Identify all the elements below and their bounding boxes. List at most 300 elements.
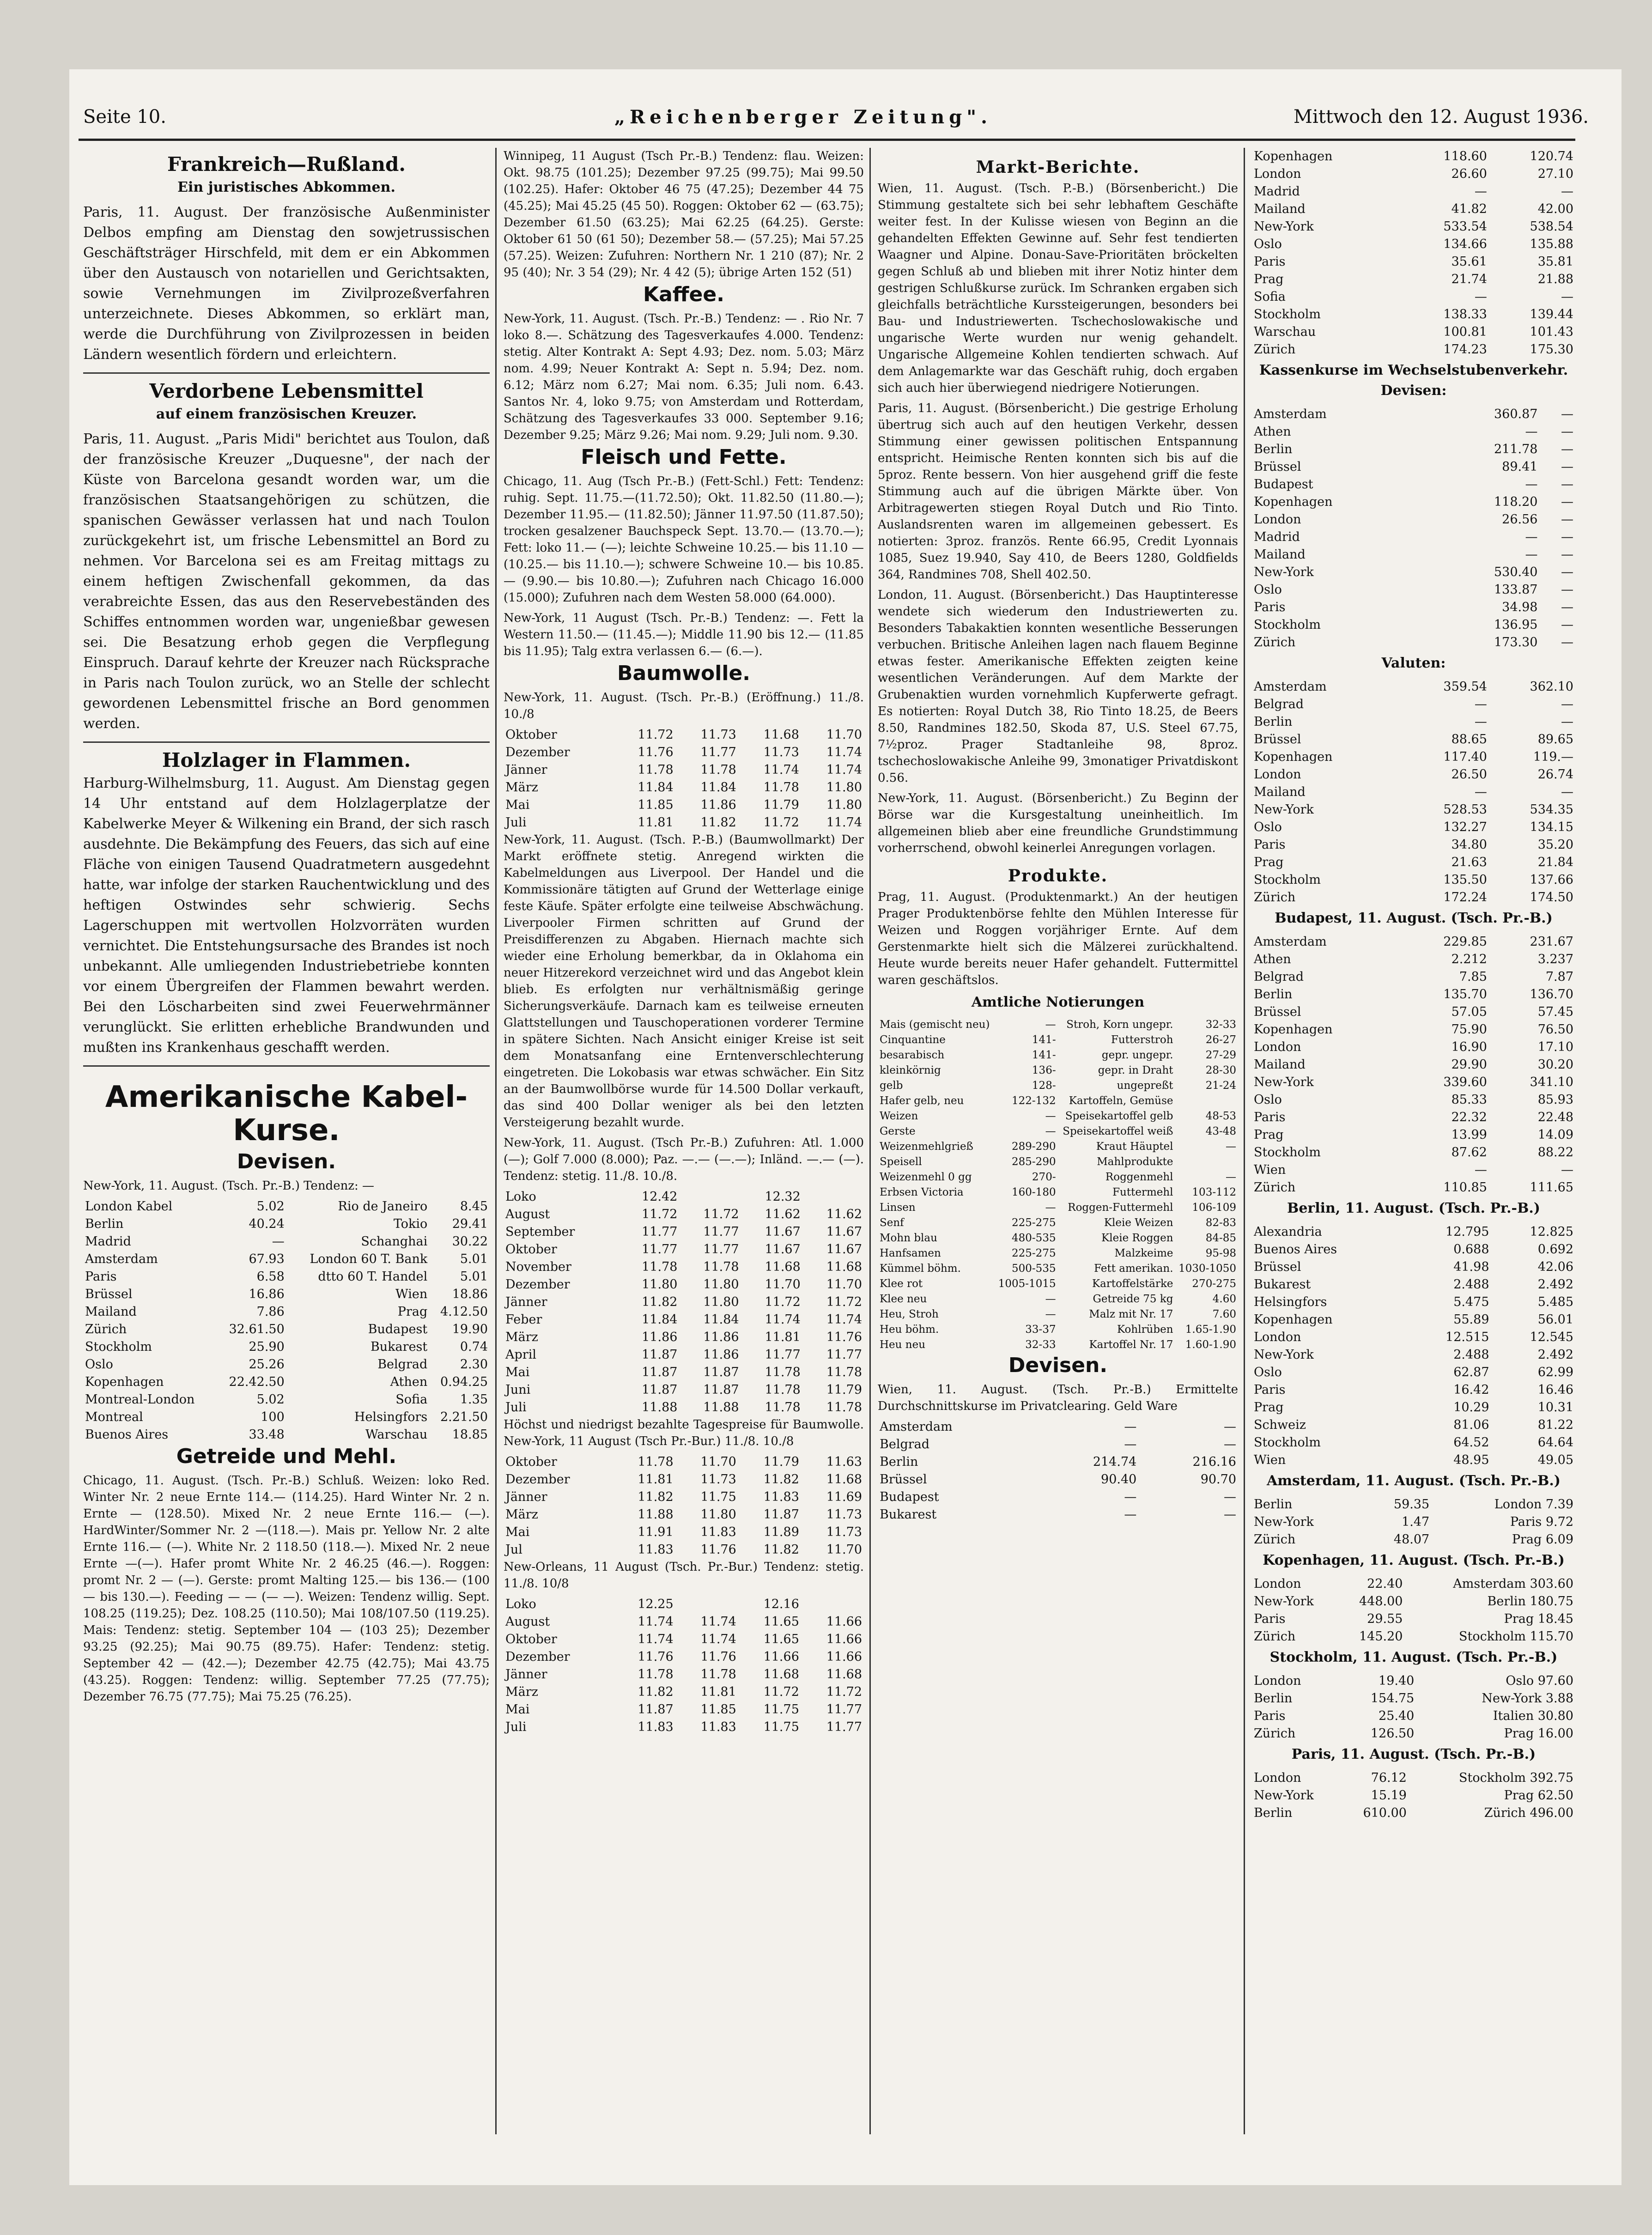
table-cell: Amsterdam 303.60 <box>1453 1577 1573 1591</box>
table-cell: 29.55 <box>1367 1612 1403 1626</box>
table-cell: 10.31 <box>1537 1400 1573 1415</box>
table-cell: 32-33 <box>1025 1339 1056 1351</box>
table-row <box>83 1286 490 1303</box>
table-cell: April <box>505 1348 536 1362</box>
table-cell: — <box>1474 697 1487 711</box>
table-cell: Berlin <box>1254 987 1293 1002</box>
table-cell: Stockholm <box>1254 1145 1321 1160</box>
table-row <box>1252 1021 1575 1039</box>
table-cell: Prag 6.09 <box>1512 1532 1573 1547</box>
table-cell: 360.87 <box>1494 407 1538 421</box>
table-row <box>1252 951 1575 968</box>
table-cell: Prag 16.00 <box>1504 1726 1573 1741</box>
table-cell: Bukarest <box>370 1340 428 1354</box>
table-cell: 145.20 <box>1359 1629 1403 1644</box>
table-cell: 11.77 <box>826 1348 862 1362</box>
kassenkurse-table <box>1252 406 1575 651</box>
table-cell: — <box>1561 715 1573 729</box>
table-cell: Zürich <box>85 1322 127 1336</box>
table-cell: 11.70 <box>826 1277 862 1292</box>
table-cell: 1.47 <box>1402 1515 1430 1529</box>
table-cell: 22.32 <box>1451 1110 1487 1124</box>
table-row <box>1252 1381 1575 1399</box>
table-cell: 42.06 <box>1537 1260 1573 1274</box>
table-row <box>1252 493 1575 511</box>
table-cell: 270- <box>1032 1171 1056 1183</box>
table-row <box>1252 528 1575 546</box>
article-text: London, 11. August. (Börsenbericht.) Das Hauptinteresse wendete sich wiederum den Industriewerten zu. Besonders Tabakaktien konnten wesentliche Besserungen verbuchen. Britische Anleihen lagen nach flauem Beginne etwas fester. Amerikanische Effekten zeigten keine wesentlichen Veränderungen. Auf dem Markte der Grubenaktien wurden vornehmlich Kupferwerte gefragt. Es notierten: Royal Dutch 38, Rio Tinto 18.25, de Beers 8.50, Randmines 182.50, Skoda 87, U.S. Steel 67.75, 7½proz. Prager Stadtanleihe 98, 8proz. tschechoslowakische Anleihe 99, 3monatiger Privatdiskont 0.56. <box>878 588 1238 785</box>
table-cell: New-York <box>1254 1515 1314 1529</box>
table-cell: 11.82 <box>638 1490 674 1504</box>
table-cell: Hanfsamen <box>880 1247 941 1259</box>
section-title: Amerikanische Kabel-Kurse. <box>105 1080 468 1148</box>
table-cell: 26.60 <box>1451 167 1487 181</box>
article-subtitle: Ein juristisches Abkommen. <box>177 179 395 195</box>
table-cell: Brüssel <box>1254 1260 1301 1274</box>
table-row <box>504 1648 864 1666</box>
table-cell: Jänner <box>505 1667 547 1682</box>
table-cell: 11.74 <box>700 1632 736 1646</box>
table-cell: 11.85 <box>638 798 674 812</box>
table-cell: — <box>1561 565 1573 579</box>
section-title: Baumwolle. <box>617 662 750 685</box>
table-row <box>878 1109 1238 1124</box>
table-cell: Athen <box>1254 425 1291 439</box>
table-cell: Stockholm <box>1254 873 1321 887</box>
table-cell: New-York <box>1254 565 1314 579</box>
table-cell: 11.78 <box>700 763 736 777</box>
table-row <box>878 1307 1238 1322</box>
table-row <box>1252 1787 1575 1804</box>
table-row <box>1252 986 1575 1003</box>
table-cell: 11.66 <box>826 1615 862 1629</box>
table-cell: — <box>1561 785 1573 799</box>
table-cell: Dezember <box>505 745 570 759</box>
table-row <box>504 1541 864 1559</box>
table-cell: 11.70 <box>765 1277 801 1292</box>
table-row <box>878 1231 1238 1246</box>
table-cell: 11.84 <box>703 1312 739 1327</box>
table-row <box>1252 1804 1575 1822</box>
table-row <box>504 1719 864 1736</box>
table-cell: Berlin <box>1254 1691 1293 1706</box>
table-cell: Zürich 496.00 <box>1484 1806 1573 1820</box>
table-cell: Oktober <box>505 728 557 742</box>
table-cell: Brüssel <box>880 1472 927 1487</box>
table-cell: 1.60-1.90 <box>1185 1339 1236 1351</box>
table-title: Budapest, 11. August. (Tsch. Pr.-B.) <box>1275 910 1553 926</box>
table-cell: Rio de Janeiro <box>338 1199 428 1214</box>
table-cell: 0.94.25 <box>440 1375 488 1389</box>
table-cell: Belgrad <box>880 1437 930 1452</box>
table-cell: 11.86 <box>703 1348 739 1362</box>
table-cell: 289-290 <box>1012 1141 1056 1153</box>
table-row <box>504 1329 864 1346</box>
table-cell <box>1175 1093 1238 1109</box>
table-cell: 11.76 <box>638 745 674 759</box>
table-cell: Budapest <box>880 1490 939 1504</box>
table-cell: London <box>1254 1330 1301 1344</box>
table-cell: Brüssel <box>85 1287 133 1301</box>
table-cell: 11.89 <box>763 1525 799 1539</box>
table-title: Stockholm, 11. August. (Tsch. Pr.-B.) <box>1269 1649 1558 1665</box>
table-cell: Belgrad <box>377 1357 428 1372</box>
table-cell: 11.88 <box>638 1507 674 1522</box>
table-cell: Speisell <box>880 1156 922 1168</box>
table-row <box>878 1418 1238 1436</box>
newspaper-name: „Reichenberger Zeitung". <box>614 106 992 128</box>
table-cell: — <box>1224 1490 1236 1504</box>
table-cell: — <box>1561 1163 1573 1177</box>
table-cell: Mai <box>505 1702 530 1717</box>
article-text: Wien, 11. August. (Tsch. P.-B.) (Börsenbericht.) Die Stimmung gestaltete sich bei sehr lebhaftem Geschäfte weiter fest. In der Kulisse wiesen von Beginn an die gehandelten Effekten Gewinne auf. Sehr fest tendierten Waagner und Alpine. Donau-Save-Prioritäten bröckelten gegen Schluß ab und blieben mit ihrer Notiz hinter dem gestrigen Schlußkurse zurück. Im Schranken ergaben sich gleichfalls beträchtliche Kurssteigerungen, besonders bei Bau- und Industriewerten. Tschechoslowakische und ungarische Werte wurden nur wenig gehandelt. Ungarische Allgemeine Kohlen tendierten schwach. Auf dem Anlagemarkte war das Geschäft ruhig, doch ergaben sich auch hier überwiegend niedrigere Notierungen. <box>878 182 1238 395</box>
table-cell: 16.86 <box>249 1287 285 1301</box>
table-cell: 135.88 <box>1530 237 1573 251</box>
table-cell: 11.84 <box>700 780 736 795</box>
table-row <box>1252 599 1575 616</box>
table-cell: August <box>505 1615 550 1629</box>
table-cell: 2.21.50 <box>440 1410 488 1424</box>
table-cell: 11.84 <box>638 780 674 795</box>
table-cell: 11.74 <box>763 763 799 777</box>
table-row <box>1252 1294 1575 1311</box>
table-cell: 64.52 <box>1453 1435 1489 1450</box>
table-cell: 11.76 <box>826 1330 862 1344</box>
table-cell: Oslo <box>1254 820 1282 834</box>
table-cell: Italien 30.80 <box>1493 1709 1573 1723</box>
table-cell: gelb <box>880 1080 903 1092</box>
table-cell: Berlin <box>880 1455 918 1469</box>
table-cell: Madrid <box>1254 184 1300 199</box>
divider <box>83 741 490 743</box>
table-row <box>878 1032 1238 1048</box>
table-row <box>504 1223 864 1241</box>
table-cell: — <box>1474 715 1487 729</box>
table-cell: Erbsen Victoria <box>880 1186 964 1198</box>
table-cell: Athen <box>1254 952 1291 966</box>
table-cell: 81.06 <box>1453 1418 1489 1432</box>
table-row <box>1252 288 1575 306</box>
table-cell: London <box>1254 1771 1301 1785</box>
table-cell: Mahlprodukte <box>1097 1156 1173 1168</box>
table-cell: Berlin <box>85 1217 124 1231</box>
table-cell: 11.65 <box>763 1632 799 1646</box>
table-cell: Kopenhagen <box>1254 1022 1333 1037</box>
table-cell: 11.82 <box>763 1472 799 1487</box>
table-cell: 43-48 <box>1205 1125 1236 1137</box>
table-cell: 11.77 <box>826 1702 862 1717</box>
table-cell: 110.85 <box>1443 1180 1487 1195</box>
table-cell: — <box>1561 635 1573 650</box>
table-cell: Dezember <box>505 1650 570 1664</box>
table-row <box>504 1471 864 1488</box>
table-row <box>83 1409 490 1426</box>
table-cell: 231.67 <box>1530 935 1573 949</box>
table-cell: 81.22 <box>1537 1418 1573 1432</box>
table-row <box>1252 441 1575 458</box>
table-cell: — <box>1045 1293 1056 1305</box>
table-row <box>1252 458 1575 476</box>
table-cell: 11.76 <box>700 1650 736 1664</box>
baumwolle-table <box>504 1188 864 1416</box>
table-cell: Weizenmehlgrieß <box>880 1141 973 1153</box>
table-cell: 118.20 <box>1494 495 1538 509</box>
table-cell: Loko <box>505 1597 536 1611</box>
table-cell: 11.77 <box>765 1348 801 1362</box>
table-cell: 11.77 <box>700 745 736 759</box>
table-cell: Mai <box>505 1525 530 1539</box>
table-cell: 26.50 <box>1451 767 1487 782</box>
table-cell: 128- <box>1032 1080 1056 1092</box>
table-cell: 103-112 <box>1192 1186 1236 1198</box>
table-cell: 11.87 <box>703 1383 739 1397</box>
table-cell: Stockholm 115.70 <box>1458 1629 1573 1644</box>
table-cell: — <box>1561 547 1573 562</box>
table-cell: New-York <box>1254 1788 1314 1803</box>
table-cell: Zürich <box>1254 635 1296 650</box>
table-cell: August <box>505 1207 550 1221</box>
table-cell: 11.83 <box>700 1525 736 1539</box>
table-cell: Mohn blau <box>880 1232 937 1244</box>
table-cell: 100.81 <box>1443 325 1487 339</box>
table-cell: 48-53 <box>1205 1110 1236 1122</box>
table-cell: Roggen-Futtermehl <box>1068 1202 1173 1214</box>
table-cell: Athen <box>390 1375 428 1389</box>
table-cell: 11.75 <box>763 1702 799 1717</box>
table-cell: 117.40 <box>1443 750 1487 764</box>
article-text: Paris, 11. August. (Börsenbericht.) Die gestrige Erholung übertrug sich auch auf den heutigen Verkehr, dessen Stimmung einer gewissen politischen Entspannung entspricht. Heimische Renten konnten sich bis auf die 5proz. Rente bessern. Von hier ausgehend griff die feste Stimmung auch auf die übrigen Märkte über. Von Arbitragewerten stiegen Royal Dutch und Rio Tinto. Auslandsrenten waren im allgemeinen gebessert. Es notierten: 3proz. französ. Rente 66.95, Credit Lyonnais 1085, Suez 19.940, Say 410, de Beers 1280, Goldfields 364, Randmines 708, Shell 402.50. <box>878 401 1238 582</box>
table-cell: 0.74 <box>460 1340 488 1354</box>
table-row <box>504 1258 864 1276</box>
table-cell: 138.33 <box>1443 307 1487 322</box>
table-cell: 533.54 <box>1443 219 1487 234</box>
table-cell: 11.78 <box>638 1667 674 1682</box>
table-row <box>504 1364 864 1381</box>
table-cell: Mai <box>505 798 530 812</box>
table-cell: 41.98 <box>1453 1260 1489 1274</box>
table-cell: Kartoffelstärke <box>1092 1278 1173 1290</box>
table-cell: 11.65 <box>763 1615 799 1629</box>
table-cell <box>679 1188 741 1206</box>
table-title: Berlin, 11. August. (Tsch. Pr.-B.) <box>1287 1200 1540 1216</box>
table-caption: Wien, 11. August. (Tsch. Pr.-B.) Ermittelte Durchschnittskurse im Privatclearing. Geld Ware <box>878 1383 1238 1413</box>
table-cell: — <box>1045 1019 1056 1031</box>
table-row <box>83 1268 490 1286</box>
table-cell: Juni <box>505 1383 531 1397</box>
table-cell: 11.74 <box>700 1615 736 1629</box>
table-cell: 134.66 <box>1443 237 1487 251</box>
table-cell: 11.73 <box>826 1525 862 1539</box>
table-cell: London <box>1254 1674 1301 1688</box>
table-row <box>1252 1725 1575 1743</box>
table-cell: Stockholm 392.75 <box>1458 1771 1573 1785</box>
table-cell: 11.78 <box>826 1400 862 1415</box>
table-cell: März <box>505 1685 538 1699</box>
table-row <box>1252 581 1575 599</box>
table-row <box>878 1154 1238 1170</box>
table-cell: 11.72 <box>638 728 674 742</box>
table-cell: 3.237 <box>1537 952 1573 966</box>
table-row <box>1252 1628 1575 1646</box>
article-text: New-York, 11. August. (Tsch. Pr.-B.) Tendenz: — . Rio Nr. 7 loko 8.—. Schätzung des Tagesverkaufes 4.000. Tendenz: stetig. Alter Kontrakt A: Sept 4.93; Dez. nom. 5.03; März nom. 4.99; Neuer Kontrakt A: Sept n. 5.94; Dez. nom. 6.12; März nom 6.27; Mai nom. 6.35; Juli nom. 6.43. Santos Nr. 4, loko 9.75; von Amsterdam und Rotterdam, Schätzung des Tagesverkaufes 33 000. September 9.16; Dezember 9.25; März 9.26; Mai nom. 9.29; Juli nom. 9.30. <box>504 312 864 442</box>
table-cell: 25.90 <box>249 1340 285 1354</box>
table-cell: Amsterdam <box>1254 680 1327 694</box>
table-cell: Dezember <box>505 1277 570 1292</box>
table-cell: 136- <box>1032 1064 1056 1076</box>
table-cell: New-York <box>1254 219 1314 234</box>
table-cell: Speisekartoffel gelb <box>1065 1110 1173 1122</box>
table-cell: 133.87 <box>1494 583 1538 597</box>
table-cell: 11.87 <box>703 1365 739 1379</box>
table-cell: 359.54 <box>1443 680 1487 694</box>
table-cell: 11.80 <box>826 780 862 795</box>
table-cell: 5.02 <box>256 1199 285 1214</box>
table-cell: Heu, Stroh <box>880 1308 939 1320</box>
table-cell: 11.84 <box>642 1312 678 1327</box>
table-cell: Cinquantine <box>880 1034 946 1046</box>
table-cell: 7.86 <box>256 1305 285 1319</box>
table-cell: Wien <box>1254 1453 1286 1467</box>
table-cell: 174.50 <box>1530 890 1573 905</box>
table-cell: 12.25 <box>638 1597 674 1611</box>
table-cell: 118.60 <box>1443 149 1487 164</box>
table-cell: 172.24 <box>1443 890 1487 905</box>
table-row <box>878 1506 1238 1524</box>
table-cell: Montreal-London <box>85 1392 195 1407</box>
table-cell: Malzkeime <box>1114 1247 1173 1259</box>
table-row <box>1252 713 1575 731</box>
table-cell: — <box>1561 442 1573 456</box>
section-title: Produkte. <box>1008 866 1108 886</box>
table-row <box>504 1276 864 1294</box>
table-cell: Madrid <box>1254 530 1300 544</box>
table-cell: — <box>1561 477 1573 492</box>
table-cell: Mailand <box>85 1305 137 1319</box>
table-cell: Jänner <box>505 1295 547 1309</box>
table-cell: — <box>272 1234 285 1249</box>
table-caption: New-York, 11. August. (Tsch. Pr.-B.) (Eröffnung.) 11./8. 10./8 <box>504 691 864 721</box>
table-cell: 18.86 <box>452 1287 488 1301</box>
table-cell: 16.90 <box>1451 1040 1487 1054</box>
table-cell: 85.33 <box>1451 1093 1487 1107</box>
table-cell: 538.54 <box>1530 219 1573 234</box>
table-cell: 530.40 <box>1494 565 1538 579</box>
table-row <box>1252 933 1575 951</box>
table-row <box>878 1337 1238 1353</box>
table-cell: Malz mit Nr. 17 <box>1089 1308 1173 1320</box>
table-cell: 33-37 <box>1025 1324 1056 1336</box>
table-row <box>878 1063 1238 1078</box>
table-cell: New-York <box>1254 802 1314 817</box>
table-row <box>878 1488 1238 1506</box>
table-cell: Bukarest <box>1254 1277 1311 1292</box>
table-row <box>1252 801 1575 819</box>
table-cell: dtto 60 T. Handel <box>318 1269 428 1284</box>
table-cell: 11.66 <box>826 1632 862 1646</box>
kurs-table <box>1252 148 1575 358</box>
table-row <box>1252 1126 1575 1144</box>
table-cell: 11.70 <box>826 728 862 742</box>
page-header <box>83 106 1589 134</box>
table-cell: 11.68 <box>826 1472 862 1487</box>
table-cell: 11.66 <box>826 1650 862 1664</box>
table-cell: 225-275 <box>1012 1247 1056 1259</box>
table-cell: London Kabel <box>85 1199 173 1214</box>
table-row <box>83 1373 490 1391</box>
table-row <box>504 1631 864 1648</box>
article-text: Harburg-Wilhelmsburg, 11. August. Am Dienstag gegen 14 Uhr entstand auf dem Holzlagerplatze der Kabelwerke Meyer & Wilkening ein Brand, der sich rasch ausdehnte. Die Bekämpfung des Feuers, das sich auf eine Fläche von einigen Tausend Quadratmetern ausgedehnt hatte, war infolge der starken Rauchentwicklung und des heftigen Ostwindes sehr schwierig. Sechs Lagerschuppen mit wertvollen Holzvorräten wurden vernichtet. Die Entstehungsursache des Brandes ist noch unbekannt. Alle umliegenden Industriebetriebe konnten vor einem Übergreifen der Flammen bewahrt werden. Bei den Löscharbeiten sind zwei Feuerwehrmänner verunglückt. Sie erlitten erhebliche Brandwunden und mußten ins Krankenhaus geschafft werden. <box>83 775 490 1056</box>
table-cell: 11.72 <box>763 1685 799 1699</box>
table-cell: 34.80 <box>1451 838 1487 852</box>
table-cell: 132.27 <box>1443 820 1487 834</box>
table-cell: 11.80 <box>642 1277 678 1292</box>
table-cell: New-York <box>1254 1594 1314 1609</box>
paris-table <box>1252 1769 1575 1822</box>
table-cell: Oslo <box>85 1357 113 1372</box>
table-cell: gepr. in Draht <box>1098 1064 1173 1076</box>
column-3 <box>878 148 1238 2134</box>
table-cell: Stockholm <box>85 1340 152 1354</box>
table-cell: Gerste <box>880 1125 916 1137</box>
table-cell: 11.68 <box>826 1667 862 1682</box>
table-row <box>1252 1593 1575 1610</box>
table-caption: New-York, 11. August. (Tsch. Pr.-B.) Tendenz: — <box>83 1179 375 1193</box>
section-title: Kaffee. <box>643 283 724 306</box>
table-cell: Budapest <box>1254 477 1313 492</box>
table-cell: Oktober <box>505 1242 557 1257</box>
table-cell: 21.84 <box>1537 855 1573 869</box>
table-cell: Dezember <box>505 1472 570 1487</box>
article-text: Prag, 11. August. (Produktenmarkt.) An der heutigen Prager Produktenbörse fehlte den Mühlen Interesse für Weizen und Roggen vorjähriger Ernte. Auf dem Gerstenmarkte hielt sich die Mälzerei zurückhaltend. Heute wurde bereits neuer Hafer gehandelt. Futtermittel waren geschäftslos. <box>878 890 1238 987</box>
table-cell: London <box>1254 1040 1301 1054</box>
table-row <box>1252 1496 1575 1513</box>
table-cell: Getreide 75 kg <box>1093 1293 1173 1305</box>
table-cell: Kopenhagen <box>1254 149 1333 164</box>
table-row <box>1252 634 1575 651</box>
valuten-table <box>1252 678 1575 906</box>
kopenhagen-table <box>1252 1575 1575 1646</box>
table-cell: 5.485 <box>1537 1295 1573 1309</box>
table-cell: Fett amerikan. <box>1094 1263 1173 1275</box>
article-title: Holzlager in Flammen. <box>162 749 411 771</box>
table-row <box>878 1292 1238 1307</box>
article-text: Paris, 11. August. Der französische Außenminister Delbos empfing am Dienstag den sowjetrussischen Geschäftsträger Hirschfeld, mit dem er ein Abkommen über den Austausch von notariellen und Gerichtsakten, sowie Vernehmungen im Zivilprozeßverfahren unterzeichnete. Dieses Abkommen, so erklärt man, werde die Durchführung von Zivilprozessen in beiden Ländern wesentlich fördern und erleichtern. <box>83 204 490 363</box>
table-caption: New-Orleans, 11 August (Tsch. Pr.-Bur.) Tendenz: stetig. 11./8. 10/8 <box>504 1560 864 1591</box>
table-row <box>1252 1161 1575 1179</box>
table-row <box>1252 1346 1575 1364</box>
table-cell: Oktober <box>505 1632 557 1646</box>
table-cell: — <box>1226 1171 1236 1183</box>
table-cell: Paris <box>1254 1110 1286 1124</box>
table-row <box>1252 200 1575 218</box>
table-cell: Helsingfors <box>354 1410 428 1424</box>
table-cell: 229.85 <box>1443 935 1487 949</box>
table-cell: 90.40 <box>1101 1472 1137 1487</box>
table-cell <box>801 1596 864 1613</box>
table-cell: Stockholm <box>1254 307 1321 322</box>
table-cell: 11.74 <box>826 1312 862 1327</box>
table-cell: Speisekartoffel weiß <box>1063 1125 1173 1137</box>
table-row <box>1252 678 1575 696</box>
table-cell: 11.67 <box>826 1225 862 1239</box>
table-cell: Stroh, Korn ungepr. <box>1066 1019 1173 1031</box>
table-cell: 11.74 <box>826 745 862 759</box>
table-row <box>504 1188 864 1206</box>
table-cell: Paris <box>1254 1709 1286 1723</box>
table-cell: November <box>505 1260 571 1274</box>
table-cell: 11.83 <box>763 1490 799 1504</box>
table-cell: 120.74 <box>1530 149 1573 164</box>
